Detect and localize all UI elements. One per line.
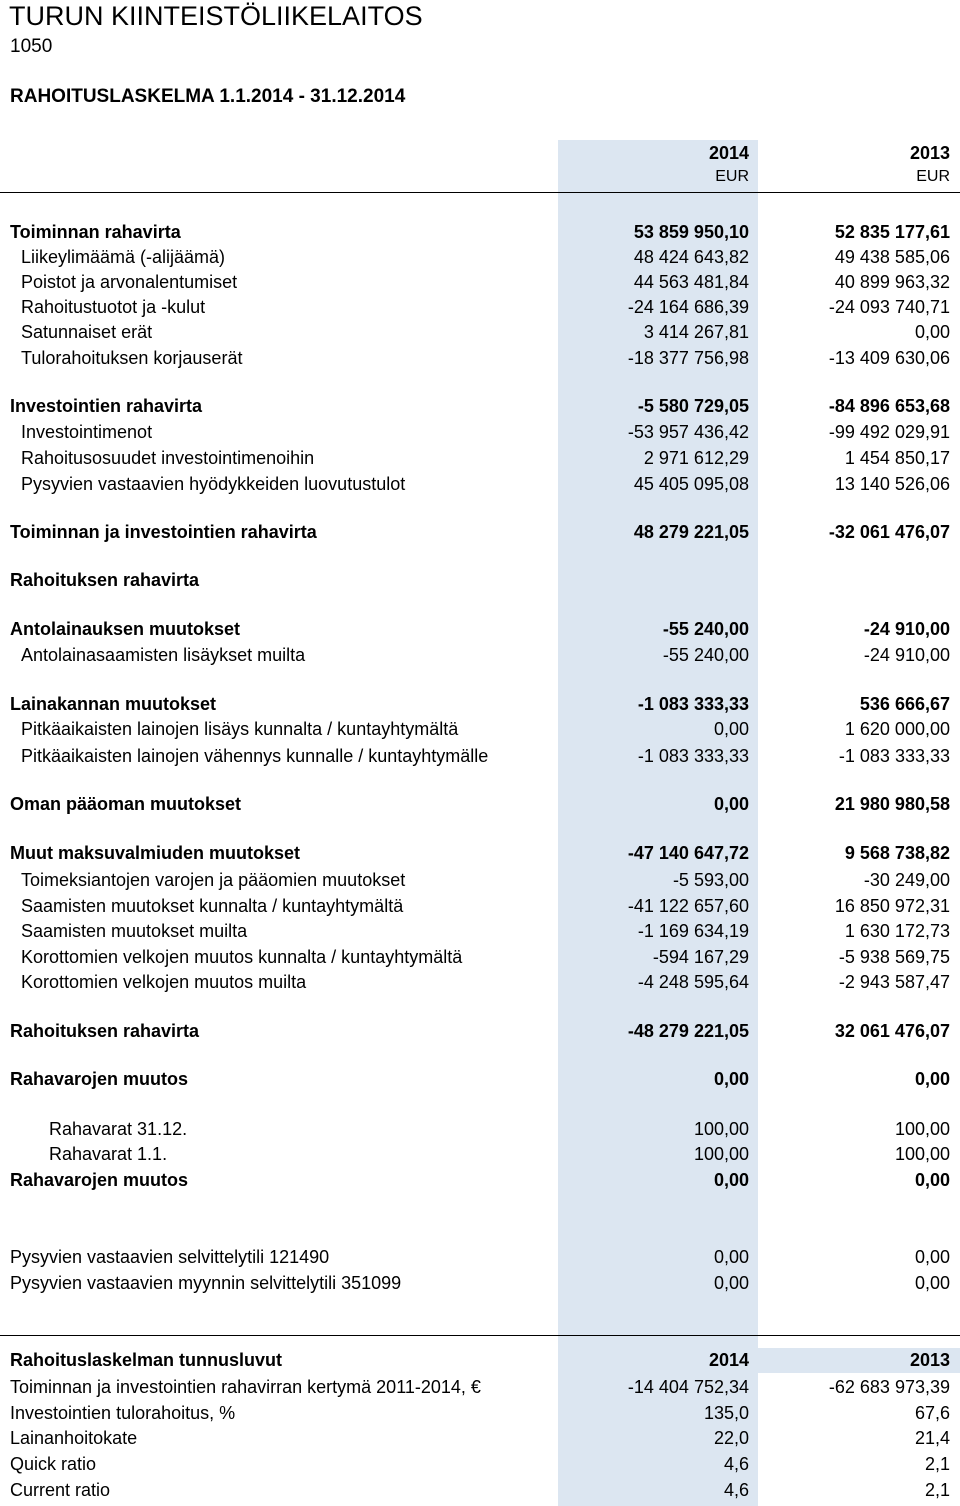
table-row xyxy=(0,446,960,471)
row-label: Tulorahoituksen korjauserät xyxy=(21,348,243,368)
value-2013: 0,00 xyxy=(914,1170,950,1190)
row-label: Pitkäaikaisten lainojen lisäys kunnalta / kuntayhtymältä xyxy=(21,719,459,739)
value-2013: 100,00 xyxy=(894,1119,950,1139)
row-label: Investointimenot xyxy=(21,422,153,442)
row-label: Quick ratio xyxy=(10,1454,97,1474)
value-2013: 49 438 585,06 xyxy=(834,247,950,267)
table-row xyxy=(0,868,960,893)
table-row xyxy=(0,1067,960,1092)
value-2014: 48 279 221,05 xyxy=(633,522,749,542)
table-row xyxy=(0,1245,960,1270)
value-2013: -24 910,00 xyxy=(863,645,950,665)
table-row xyxy=(0,270,960,295)
value-2014: 3 414 267,81 xyxy=(643,322,749,342)
table-row xyxy=(0,1117,960,1142)
table-row xyxy=(0,568,960,593)
row-label: Saamisten muutokset muilta xyxy=(21,921,248,941)
value-2014: -1 169 634,19 xyxy=(637,921,749,941)
column-unit-header xyxy=(0,166,960,191)
table-row xyxy=(0,520,960,545)
row-label: Korottomien velkojen muutos kunnalta / kuntayhtymältä xyxy=(21,947,463,967)
value-2014: 0,00 xyxy=(713,1170,749,1190)
table-row xyxy=(0,472,960,497)
table-row xyxy=(0,894,960,919)
table-row xyxy=(0,220,960,245)
value-2013: 13 140 526,06 xyxy=(834,474,950,494)
value-2013: 2,1 xyxy=(924,1480,950,1500)
table-row xyxy=(0,420,960,445)
row-label: Toiminnan rahavirta xyxy=(10,222,181,242)
table-row xyxy=(0,295,960,320)
row-label: Lainakannan muutokset xyxy=(10,694,217,714)
row-label: Muut maksuvalmiuden muutokset xyxy=(10,843,301,863)
year-2013: 2013 xyxy=(909,143,950,163)
value-2013: -30 249,00 xyxy=(863,870,950,890)
value-2013: -24 910,00 xyxy=(863,619,950,639)
value-2014: -24 164 686,39 xyxy=(627,297,749,317)
value-2013: 0,00 xyxy=(914,1069,950,1089)
unit-2014: EUR xyxy=(715,168,749,185)
value-2014: 45 405 095,08 xyxy=(633,474,749,494)
row-label: Rahavarat 1.1. xyxy=(49,1144,168,1164)
value-2014: 0,00 xyxy=(713,1273,749,1293)
row-label: Pysyvien vastaavien selvittelytili 121490 xyxy=(10,1247,330,1267)
value-2013: 536 666,67 xyxy=(859,694,950,714)
ratios-rule xyxy=(0,1335,960,1336)
row-label: Pitkäaikaisten lainojen vähennys kunnalle / kuntayhtymälle xyxy=(21,746,489,766)
table-row xyxy=(0,617,960,642)
value-2014: -48 279 221,05 xyxy=(627,1021,749,1041)
value-2014: 22,0 xyxy=(713,1428,749,1448)
row-label: Korottomien velkojen muutos muilta xyxy=(21,972,307,992)
row-label: Investointien rahavirta xyxy=(10,396,203,416)
unit-2013: EUR xyxy=(916,168,950,185)
table-row xyxy=(0,717,960,742)
value-2014: -53 957 436,42 xyxy=(627,422,749,442)
value-2014: -1 083 333,33 xyxy=(637,694,749,714)
row-label: Antolainasaamisten lisäykset muilta xyxy=(21,645,306,665)
table-row xyxy=(0,792,960,817)
row-label: Poistot ja arvonalentumiset xyxy=(21,272,238,292)
row-label: Investointien tulorahoitus, % xyxy=(10,1403,236,1423)
table-row xyxy=(0,919,960,944)
value-2014: 53 859 950,10 xyxy=(633,222,749,242)
value-2013: 1 620 000,00 xyxy=(844,719,950,739)
value-2014: 2 971 612,29 xyxy=(643,448,749,468)
table-row xyxy=(0,1401,960,1426)
value-2014: -41 122 657,60 xyxy=(627,896,749,916)
value-2014: 48 424 643,82 xyxy=(633,247,749,267)
table-row xyxy=(0,970,960,995)
value-2014: -5 580 729,05 xyxy=(637,396,749,416)
value-2014: -14 404 752,34 xyxy=(627,1377,749,1397)
value-2013: -84 896 653,68 xyxy=(828,396,950,416)
value-2014: -1 083 333,33 xyxy=(637,746,749,766)
value-2013: 67,6 xyxy=(914,1403,950,1423)
row-label: Rahavarojen muutos xyxy=(10,1069,189,1089)
column-year-header xyxy=(0,141,960,166)
row-label: Current ratio xyxy=(10,1480,111,1500)
value-2014: -55 240,00 xyxy=(662,645,749,665)
value-2014: 0,00 xyxy=(713,794,749,814)
value-2013: 40 899 963,32 xyxy=(834,272,950,292)
value-2013: 100,00 xyxy=(894,1144,950,1164)
table-row xyxy=(0,1142,960,1167)
value-2013: -13 409 630,06 xyxy=(828,348,950,368)
row-label: Rahoitusosuudet investointimenoihin xyxy=(21,448,315,468)
table-row xyxy=(0,1168,960,1193)
row-label: Satunnaiset erät xyxy=(21,322,153,342)
value-2014: -55 240,00 xyxy=(662,619,749,639)
row-label: Lainanhoitokate xyxy=(10,1428,138,1448)
value-2014: 100,00 xyxy=(693,1119,749,1139)
row-label: Toiminnan ja investointien rahavirran kertymä 2011-2014, € xyxy=(10,1377,481,1397)
header-rule xyxy=(0,192,960,193)
table-row xyxy=(0,744,960,769)
value-2013: -24 093 740,71 xyxy=(828,297,950,317)
value-2013: 9 568 738,82 xyxy=(844,843,950,863)
table-row xyxy=(0,945,960,970)
value-2013: 16 850 972,31 xyxy=(834,896,950,916)
value-2014: 135,0 xyxy=(703,1403,749,1423)
table-row xyxy=(0,841,960,866)
value-2013: -62 683 973,39 xyxy=(828,1377,950,1397)
table-row xyxy=(0,320,960,345)
table-row xyxy=(0,1375,960,1400)
row-label: Saamisten muutokset kunnalta / kuntayhtymältä xyxy=(21,896,404,916)
table-row xyxy=(0,1478,960,1503)
value-2013: 1 630 172,73 xyxy=(844,921,950,941)
value-2014: -47 140 647,72 xyxy=(627,843,749,863)
value-2014: -18 377 756,98 xyxy=(627,348,749,368)
row-label: Toiminnan ja investointien rahavirta xyxy=(10,522,317,542)
year-2014: 2014 xyxy=(708,143,749,163)
value-2014: 100,00 xyxy=(693,1144,749,1164)
value-2013: -2 943 587,47 xyxy=(838,972,950,992)
table-row xyxy=(0,643,960,668)
value-2013: 0,00 xyxy=(914,322,950,342)
row-label: Rahavarojen muutos xyxy=(10,1170,189,1190)
table-row xyxy=(0,1271,960,1296)
table-row xyxy=(0,692,960,717)
value-2014: -5 593,00 xyxy=(672,870,749,890)
value-2013: 2,1 xyxy=(924,1454,950,1474)
row-label: Liikeylimäämä (-alijäämä) xyxy=(21,247,226,267)
value-2014: 0,00 xyxy=(713,1069,749,1089)
table-row xyxy=(0,1452,960,1477)
value-2014: -4 248 595,64 xyxy=(637,972,749,992)
value-2014: 4,6 xyxy=(723,1454,749,1474)
value-2013: 0,00 xyxy=(914,1273,950,1293)
table-row xyxy=(0,394,960,419)
value-2013: 0,00 xyxy=(914,1247,950,1267)
value-2013: -1 083 333,33 xyxy=(838,746,950,766)
row-label: Rahavarat 31.12. xyxy=(49,1119,188,1139)
value-2014: -594 167,29 xyxy=(652,947,749,967)
unit-code: 1050 xyxy=(10,36,53,57)
row-label: Rahoituslaskelman tunnusluvut xyxy=(10,1350,283,1370)
table-row xyxy=(0,1348,960,1373)
table-row xyxy=(0,346,960,371)
row-label: Pysyvien vastaavien hyödykkeiden luovutustulot xyxy=(21,474,406,494)
statement-title: RAHOITUSLASKELMA 1.1.2014 - 31.12.2014 xyxy=(10,86,406,107)
value-2014: 2014 xyxy=(708,1350,749,1370)
value-2013: 2013 xyxy=(909,1350,950,1370)
value-2013: 1 454 850,17 xyxy=(844,448,950,468)
value-2013: 52 835 177,61 xyxy=(834,222,950,242)
value-2013: 21,4 xyxy=(914,1428,950,1448)
row-label: Rahoitustuotot ja -kulut xyxy=(21,297,206,317)
table-row xyxy=(0,1426,960,1451)
row-label: Oman pääoman muutokset xyxy=(10,794,242,814)
row-label: Toimeksiantojen varojen ja pääomien muutokset xyxy=(21,870,406,890)
value-2013: 21 980 980,58 xyxy=(834,794,950,814)
row-label: Rahoituksen rahavirta xyxy=(10,570,200,590)
value-2013: -32 061 476,07 xyxy=(828,522,950,542)
organization-title: TURUN KIINTEISTÖLIIKELAITOS xyxy=(9,1,423,31)
value-2014: 4,6 xyxy=(723,1480,749,1500)
row-label: Antolainauksen muutokset xyxy=(10,619,241,639)
row-label: Pysyvien vastaavien myynnin selvittelytili 351099 xyxy=(10,1273,402,1293)
value-2013: 32 061 476,07 xyxy=(834,1021,950,1041)
table-row xyxy=(0,1019,960,1044)
row-label: Rahoituksen rahavirta xyxy=(10,1021,200,1041)
value-2014: 0,00 xyxy=(713,719,749,739)
table-row xyxy=(0,245,960,270)
value-2014: 0,00 xyxy=(713,1247,749,1267)
value-2013: -99 492 029,91 xyxy=(828,422,950,442)
value-2014: 44 563 481,84 xyxy=(633,272,749,292)
value-2013: -5 938 569,75 xyxy=(838,947,950,967)
